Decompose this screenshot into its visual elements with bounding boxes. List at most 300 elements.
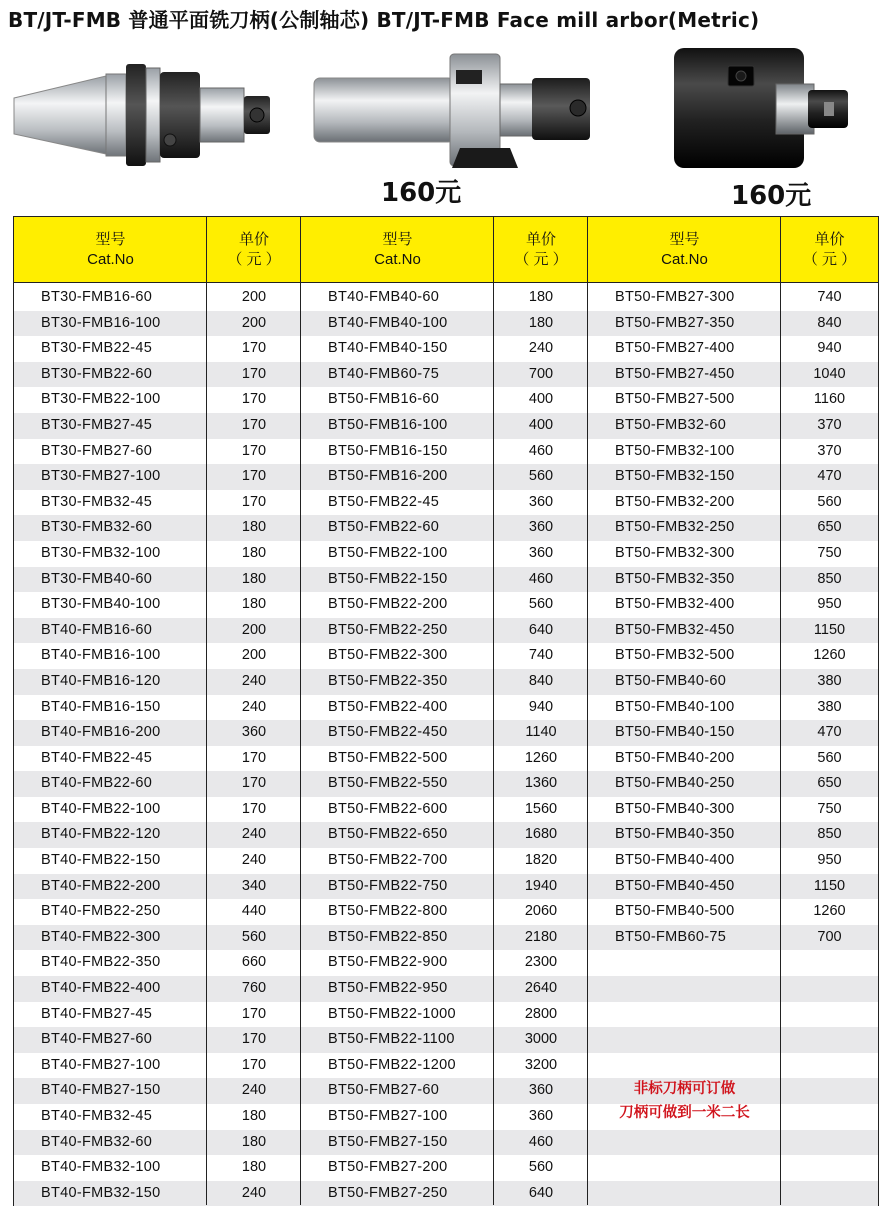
cat-no-cell: BT40-FMB27-45 — [41, 1005, 153, 1022]
note-line-1: 非标刀柄可订做 — [633, 1081, 736, 1097]
table-row — [14, 387, 301, 413]
price-cell: 200 — [241, 621, 267, 638]
price-cell: 180 — [241, 544, 267, 561]
cat-no-cell: BT50-FMB16-60 — [328, 391, 440, 408]
cat-no-cell: BT50-FMB22-600 — [328, 800, 448, 817]
price-cell: 240 — [241, 852, 267, 869]
cat-no-cell: BT50-FMB27-200 — [328, 1159, 448, 1176]
cat-no-cell: BT40-FMB22-300 — [41, 928, 161, 945]
cat-no-cell: BT50-FMB27-250 — [328, 1184, 448, 1201]
price-cell: 1940 — [524, 877, 558, 894]
price-cell: 240 — [241, 1184, 267, 1201]
cat-no-cell: BT30-FMB32-100 — [41, 544, 161, 561]
table-row — [588, 464, 878, 490]
table-row — [588, 413, 878, 439]
cat-no-cell: BT50-FMB22-800 — [328, 903, 448, 920]
cat-no-cell: BT50-FMB22-1200 — [328, 1056, 456, 1073]
price-cell: 1150 — [813, 621, 846, 638]
cat-no-cell: BT50-FMB22-500 — [328, 749, 448, 766]
table-row — [14, 848, 301, 874]
cat-no-cell: BT50-FMB27-100 — [328, 1108, 448, 1124]
price-cell: 660 — [241, 954, 267, 971]
price-cell: 560 — [817, 749, 842, 766]
cat-no-cell: BT50-FMB32-200 — [615, 493, 735, 510]
table-row — [301, 720, 588, 746]
cat-no-cell: BT40-FMB22-120 — [41, 826, 161, 843]
cat-no-cell: BT50-FMB16-150 — [328, 442, 448, 459]
price-cell: 640 — [528, 621, 554, 638]
cat-no-cell: BT40-FMB27-60 — [41, 1031, 153, 1048]
cat-no-cell: BT50-FMB22-300 — [328, 647, 448, 664]
price-cell: 850 — [817, 826, 842, 843]
table-row — [14, 541, 301, 567]
table-row — [301, 362, 588, 388]
price-cell: 360 — [528, 1108, 554, 1124]
table-row — [301, 387, 588, 413]
cat-no-cell: BT50-FMB32-60 — [615, 416, 727, 433]
price-cell: 180 — [241, 596, 267, 613]
cat-no-cell: BT50-FMB22-650 — [328, 826, 448, 843]
price-cell: 170 — [241, 365, 267, 382]
cat-no-cell: BT50-FMB22-350 — [328, 672, 448, 689]
table-row — [301, 950, 588, 976]
cat-no-cell: BT50-FMB40-500 — [615, 903, 735, 920]
table-row — [301, 285, 588, 311]
table-row — [588, 515, 878, 541]
cat-no-cell: BT50-FMB32-100 — [615, 442, 735, 459]
table-row — [301, 1130, 588, 1156]
price-cell: 650 — [817, 775, 842, 792]
price-cell: 840 — [817, 314, 842, 331]
table-column-group-1 — [14, 217, 301, 1205]
cat-no-cell: BT40-FMB40-100 — [328, 314, 448, 331]
table-row — [301, 1027, 588, 1053]
price-cell: 950 — [817, 852, 842, 869]
cat-no-cell: BT40-FMB40-150 — [328, 340, 448, 357]
price-cell: 180 — [528, 314, 554, 331]
price-cell: 170 — [241, 391, 267, 408]
cat-no-cell: BT50-FMB32-250 — [615, 519, 735, 536]
price-cell: 1260 — [524, 749, 558, 766]
table-row — [301, 848, 588, 874]
price-cell: 560 — [241, 928, 267, 945]
table-row — [588, 285, 878, 311]
price-cell: 1560 — [524, 800, 558, 817]
cat-no-cell: BT40-FMB16-150 — [41, 698, 161, 715]
table-row — [588, 771, 878, 797]
divider — [587, 217, 588, 1205]
table-row — [301, 464, 588, 490]
cat-no-cell: BT30-FMB16-60 — [41, 289, 153, 305]
price-cell: 240 — [241, 698, 267, 715]
table-row — [14, 643, 301, 669]
cat-no-cell: BT50-FMB40-250 — [615, 775, 735, 792]
cat-no-cell: BT40-FMB22-250 — [41, 903, 161, 920]
table-row — [301, 874, 588, 900]
table-row — [301, 311, 588, 337]
table-row — [588, 976, 878, 1002]
table-row — [588, 1053, 878, 1079]
cat-no-cell: BT50-FMB22-100 — [328, 544, 448, 561]
table-row — [14, 1078, 301, 1104]
table-row — [14, 362, 301, 388]
cat-no-cell: BT30-FMB27-100 — [41, 468, 161, 485]
cat-no-cell: BT40-FMB32-150 — [41, 1184, 161, 1201]
table-column-group-3 — [588, 217, 878, 1205]
header-model-2: 型号 Cat.No — [301, 217, 494, 283]
price-cell: 560 — [528, 596, 554, 613]
price-cell: 200 — [241, 647, 267, 664]
price-cell: 700 — [817, 928, 842, 945]
table-row — [301, 336, 588, 362]
table-row — [301, 592, 588, 618]
cat-no-cell: BT50-FMB32-500 — [615, 647, 735, 664]
price-cell: 1140 — [525, 724, 557, 741]
table-row — [588, 490, 878, 516]
price-cell: 750 — [817, 544, 842, 561]
price-cell: 940 — [528, 698, 554, 715]
price-table — [13, 216, 879, 1206]
price-cell: 740 — [817, 289, 842, 305]
table-row — [301, 822, 588, 848]
cat-no-cell: BT50-FMB32-150 — [615, 468, 735, 485]
price-cell: 380 — [817, 672, 842, 689]
table-row — [14, 695, 301, 721]
price-cell: 2060 — [524, 903, 558, 920]
cat-no-cell: BT40-FMB16-120 — [41, 672, 161, 689]
price-cell: 360 — [528, 493, 554, 510]
table-row — [301, 771, 588, 797]
cat-no-cell: BT30-FMB27-60 — [41, 442, 153, 459]
header-price-1: 单价 （ 元 ） — [207, 217, 301, 283]
cat-no-cell: BT40-FMB16-60 — [41, 621, 153, 638]
cat-no-cell: BT30-FMB32-60 — [41, 519, 153, 536]
cat-no-cell: BT40-FMB22-150 — [41, 852, 161, 869]
cat-no-cell: BT50-FMB40-350 — [615, 826, 735, 843]
divider — [780, 217, 781, 1205]
table-row — [588, 822, 878, 848]
table-row — [14, 285, 301, 311]
price-cell: 2300 — [524, 954, 558, 971]
price-cell: 240 — [241, 1082, 267, 1099]
price-cell: 560 — [817, 493, 842, 510]
cat-no-cell: BT40-FMB22-200 — [41, 877, 161, 894]
cat-no-cell: BT50-FMB32-350 — [615, 570, 735, 587]
price-cell: 400 — [528, 391, 554, 408]
table-row — [14, 439, 301, 465]
cat-no-cell: BT50-FMB22-200 — [328, 596, 448, 613]
table-row — [14, 822, 301, 848]
product-price-2: 160元 — [381, 178, 462, 208]
price-cell: 240 — [241, 826, 267, 843]
table-row — [14, 1027, 301, 1053]
cat-no-cell: BT50-FMB22-450 — [328, 724, 448, 741]
table-row — [301, 976, 588, 1002]
cat-no-cell: BT40-FMB16-200 — [41, 724, 161, 741]
table-row — [301, 643, 588, 669]
table-row — [588, 797, 878, 823]
cat-no-cell: BT30-FMB40-60 — [41, 570, 153, 587]
price-cell: 180 — [241, 1159, 267, 1176]
table-row — [301, 515, 588, 541]
price-cell: 850 — [817, 570, 842, 587]
cat-no-cell: BT30-FMB40-100 — [41, 596, 161, 613]
price-cell: 170 — [241, 749, 267, 766]
table-row — [301, 1053, 588, 1079]
table-row — [588, 387, 878, 413]
bt-taper-arbor-image — [10, 50, 280, 180]
cat-no-cell: BT50-FMB40-100 — [615, 698, 735, 715]
price-cell: 1260 — [813, 903, 846, 920]
cat-no-cell: BT40-FMB22-100 — [41, 800, 161, 817]
table-row — [14, 797, 301, 823]
price-cell: 170 — [241, 468, 267, 485]
cat-no-cell: BT40-FMB32-100 — [41, 1159, 161, 1176]
price-cell: 360 — [528, 519, 554, 536]
table-row — [588, 669, 878, 695]
cat-no-cell: BT40-FMB40-60 — [328, 289, 440, 305]
cat-no-cell: BT30-FMB22-100 — [41, 391, 161, 408]
price-cell: 1040 — [813, 365, 846, 382]
cat-no-cell: BT50-FMB22-750 — [328, 877, 448, 894]
cat-no-cell: BT50-FMB60-75 — [615, 928, 727, 945]
cat-no-cell: BT50-FMB27-350 — [615, 314, 735, 331]
divider — [300, 217, 301, 1205]
cat-no-cell: BT50-FMB40-450 — [615, 877, 735, 894]
table-row — [14, 720, 301, 746]
price-cell: 170 — [241, 775, 267, 792]
price-cell: 2640 — [524, 980, 558, 997]
price-cell: 560 — [528, 468, 554, 485]
cat-no-cell: BT50-FMB22-950 — [328, 980, 448, 997]
table-row — [301, 413, 588, 439]
price-cell: 460 — [528, 570, 554, 587]
divider — [493, 217, 494, 1205]
table-row — [588, 695, 878, 721]
table-row — [14, 1002, 301, 1028]
table-row — [14, 1155, 301, 1181]
table-row — [301, 1155, 588, 1181]
header-model-3: 型号 Cat.No — [588, 217, 781, 283]
cat-no-cell: BT50-FMB27-60 — [328, 1082, 440, 1099]
table-row — [14, 515, 301, 541]
cat-no-cell: BT50-FMB22-60 — [328, 519, 440, 536]
cat-no-cell: BT50-FMB22-700 — [328, 852, 448, 869]
table-row — [588, 336, 878, 362]
price-cell: 170 — [241, 493, 267, 510]
cat-no-cell: BT50-FMB27-450 — [615, 365, 735, 382]
table-row — [301, 1181, 588, 1207]
table-row — [301, 797, 588, 823]
price-cell: 3000 — [524, 1031, 558, 1048]
cat-no-cell: BT50-FMB40-300 — [615, 800, 735, 817]
table-row — [14, 925, 301, 951]
table-row — [14, 950, 301, 976]
table-row — [14, 669, 301, 695]
table-row — [588, 1181, 878, 1207]
header-price-3: 单价 （ 元 ） — [781, 217, 878, 283]
cat-no-cell: BT50-FMB27-500 — [615, 391, 735, 408]
table-row — [301, 925, 588, 951]
table-row — [14, 490, 301, 516]
price-cell: 2180 — [524, 928, 558, 945]
price-cell: 360 — [528, 544, 554, 561]
price-cell: 1680 — [524, 826, 558, 843]
price-cell: 370 — [817, 442, 842, 459]
cat-no-cell: BT50-FMB22-45 — [328, 493, 440, 510]
price-cell: 240 — [528, 340, 554, 357]
price-cell: 180 — [528, 289, 554, 305]
table-row — [14, 618, 301, 644]
table-row — [14, 413, 301, 439]
table-row — [14, 1130, 301, 1156]
price-cell: 370 — [817, 416, 842, 433]
table-row — [588, 720, 878, 746]
cat-no-cell: BT40-FMB60-75 — [328, 365, 440, 382]
cat-no-cell: BT50-FMB27-150 — [328, 1133, 448, 1150]
cat-no-cell: BT50-FMB16-200 — [328, 468, 448, 485]
cat-no-cell: BT50-FMB22-900 — [328, 954, 448, 971]
table-row — [301, 490, 588, 516]
cat-no-cell: BT30-FMB22-45 — [41, 340, 153, 357]
price-cell: 940 — [817, 340, 842, 357]
table-row — [14, 976, 301, 1002]
price-cell: 640 — [528, 1184, 554, 1201]
table-row — [588, 899, 878, 925]
cat-no-cell: BT40-FMB22-350 — [41, 954, 161, 971]
table-row — [588, 746, 878, 772]
straight-shank-arbor-image — [310, 48, 610, 178]
cat-no-cell: BT40-FMB22-400 — [41, 980, 161, 997]
table-row — [301, 567, 588, 593]
price-cell: 180 — [241, 519, 267, 536]
product-price-3: 160元 — [731, 181, 812, 211]
price-cell: 400 — [528, 416, 554, 433]
price-cell: 360 — [528, 1082, 554, 1099]
price-cell: 340 — [241, 877, 267, 894]
table-row — [301, 1078, 588, 1104]
price-cell: 240 — [241, 672, 267, 689]
price-cell: 170 — [241, 340, 267, 357]
table-row — [14, 336, 301, 362]
cat-no-cell: BT50-FMB40-200 — [615, 749, 735, 766]
price-cell: 170 — [241, 416, 267, 433]
table-row — [14, 567, 301, 593]
black-sleeve-arbor-image — [668, 44, 868, 174]
cat-no-cell: BT40-FMB16-100 — [41, 647, 161, 664]
table-row — [301, 1002, 588, 1028]
table-row — [301, 1104, 588, 1130]
cat-no-cell: BT50-FMB22-1100 — [328, 1031, 455, 1048]
header-model-1: 型号 Cat.No — [14, 217, 207, 283]
cat-no-cell: BT50-FMB32-300 — [615, 544, 735, 561]
table-row — [14, 311, 301, 337]
cat-no-cell: BT50-FMB22-550 — [328, 775, 448, 792]
cat-no-cell: BT50-FMB27-300 — [615, 289, 735, 305]
table-row — [588, 618, 878, 644]
cat-no-cell: BT40-FMB32-45 — [41, 1108, 153, 1124]
price-cell: 170 — [241, 1056, 267, 1073]
price-cell: 170 — [241, 442, 267, 459]
cat-no-cell: BT50-FMB27-400 — [615, 340, 735, 357]
price-cell: 200 — [241, 289, 267, 305]
cat-no-cell: BT50-FMB22-400 — [328, 698, 448, 715]
price-cell: 750 — [817, 800, 842, 817]
price-cell: 700 — [528, 365, 554, 382]
custom-order-note — [588, 1077, 781, 1125]
cat-no-cell: BT40-FMB22-60 — [41, 775, 153, 792]
price-cell: 460 — [528, 1133, 554, 1150]
price-cell: 460 — [528, 442, 554, 459]
price-cell: 180 — [241, 1108, 267, 1124]
cat-no-cell: BT50-FMB32-400 — [615, 596, 735, 613]
table-row — [14, 899, 301, 925]
table-row — [588, 439, 878, 465]
cat-no-cell: BT40-FMB27-150 — [41, 1082, 161, 1099]
table-row — [588, 1002, 878, 1028]
table-row — [301, 669, 588, 695]
table-row — [14, 464, 301, 490]
table-row — [588, 1130, 878, 1156]
table-row — [588, 567, 878, 593]
price-cell: 1260 — [813, 647, 846, 664]
product-photos — [0, 38, 886, 210]
price-cell: 380 — [817, 698, 842, 715]
table-row — [14, 771, 301, 797]
price-cell: 200 — [241, 314, 267, 331]
price-cell: 1360 — [524, 775, 558, 792]
cat-no-cell: BT50-FMB22-850 — [328, 928, 448, 945]
cat-no-cell: BT50-FMB40-400 — [615, 852, 735, 869]
cat-no-cell: BT30-FMB27-45 — [41, 416, 153, 433]
price-cell: 170 — [241, 1031, 267, 1048]
cat-no-cell: BT30-FMB32-45 — [41, 493, 153, 510]
cat-no-cell: BT50-FMB22-1000 — [328, 1005, 456, 1022]
cat-no-cell: BT40-FMB22-45 — [41, 749, 153, 766]
table-row — [588, 925, 878, 951]
cat-no-cell: BT40-FMB27-100 — [41, 1056, 161, 1073]
table-row — [588, 541, 878, 567]
price-cell: 2800 — [524, 1005, 558, 1022]
price-cell: 740 — [528, 647, 554, 664]
price-cell: 470 — [817, 724, 842, 741]
table-row — [301, 746, 588, 772]
table-column-group-2 — [301, 217, 588, 1205]
cat-no-cell: BT30-FMB16-100 — [41, 314, 161, 331]
price-cell: 3200 — [524, 1056, 558, 1073]
price-cell: 170 — [241, 800, 267, 817]
price-cell: 1160 — [813, 391, 846, 408]
page-title: BT/JT-FMB 普通平面铣刀柄(公制轴芯) BT/JT-FMB Face mill arbor(Metric) — [8, 8, 760, 32]
table-row — [588, 848, 878, 874]
table-row — [588, 874, 878, 900]
header-price-2: 单价 （ 元 ） — [494, 217, 588, 283]
price-cell: 1820 — [524, 852, 558, 869]
price-cell: 470 — [817, 468, 842, 485]
price-cell: 1150 — [813, 877, 846, 894]
price-cell: 180 — [241, 1133, 267, 1150]
table-row — [588, 592, 878, 618]
table-row — [588, 311, 878, 337]
price-cell: 950 — [817, 596, 842, 613]
divider — [206, 217, 207, 1205]
cat-no-cell: BT50-FMB22-150 — [328, 570, 448, 587]
table-row — [301, 899, 588, 925]
table-row — [301, 618, 588, 644]
note-line-2: 刀柄可做到一米二长 — [619, 1105, 750, 1121]
price-cell: 650 — [817, 519, 842, 536]
table-row — [14, 746, 301, 772]
